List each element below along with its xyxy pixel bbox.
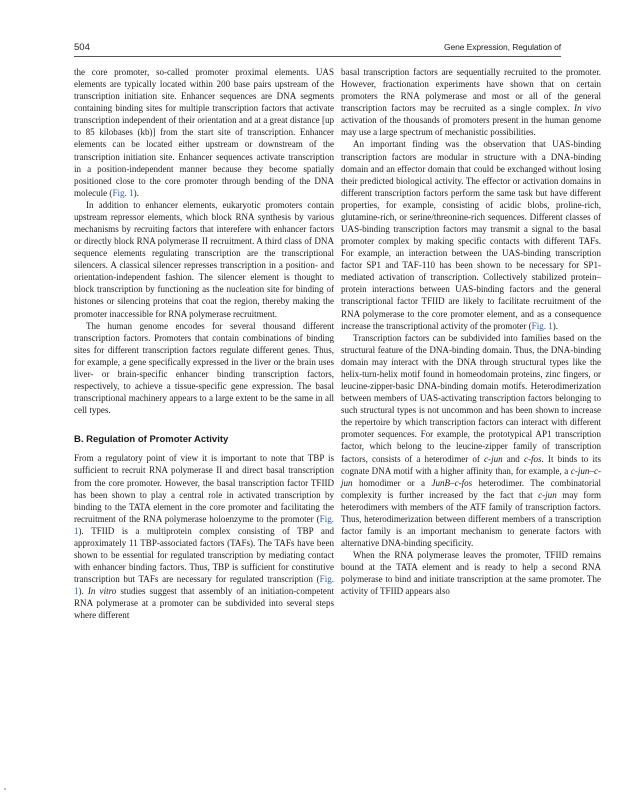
italic-text: c-fos xyxy=(523,453,542,464)
header-rule xyxy=(74,56,561,57)
paragraph xyxy=(74,452,334,621)
text-run: ). xyxy=(78,586,88,597)
text-run: ). TFIID is a multiprotein complex consisting of TBP and approximately 11 TBP-associated factors (TAFs). The TAFs have been shown to be essential for regulated transcription by mediating contact with enhancer binding factors. Thus, TBP is sufficient for constitutive transcription but TAFs are necessary for regulated transcription ( xyxy=(74,525,334,585)
text-run: ). xyxy=(552,320,559,331)
figure-link[interactable]: Fig. 1 xyxy=(74,513,334,536)
paragraph xyxy=(74,66,334,199)
paragraph xyxy=(341,138,601,331)
figure-link[interactable]: Fig. 1 xyxy=(112,187,134,198)
text-run: When the RNA polymerase leaves the promoter, TFIID remains bound at the TATA element and is ready to help a second RNA polymerase to bind and initiate transcription at the same promoter. The activity of TFIID appears also xyxy=(341,550,601,597)
paragraph xyxy=(341,549,601,597)
italic-text: c-jun xyxy=(538,489,557,500)
text-run: An important finding was the observation that UAS-binding transcription factors are modular in structure with a DNA-binding domain and an effector domain that could be exchanged without losing their predicted biological activity. The effector or activation domains in different transcription factors perform the same task but have different properties, for example, consisting of acidic blobs, proline-rich, glutamine-rich, or serine/threonine-rich sequences. Different classes of UAS-binding transcription factors may transmit a signal to the basal promoter complex by making specific contacts with different TAFs. For example, an interaction between the UAS-binding transcription factor SP1 and TAF-110 has been shown to be necessary for SP1-mediated activation of transcription. Collectively stabilized protein–protein interactions between UAS-binding factors and the general transcriptional factor TFIID are likely to facilitate recruitment of the RNA polymerase to the core promoter element, and as a consequence increase the transcriptional activity of the promoter ( xyxy=(341,139,601,331)
figure-link[interactable]: Fig. 1 xyxy=(531,320,553,331)
text-run: In addition to enhancer elements, eukaryotic promoters contain upstream repressor elements, which block RNA synthesis by various mechanisms by recruiting factors that interefere with enhancer factors or directly block RNA polymerase II recruitment. A third class of DNA sequence elements regulating transcription are the transcriptional silencers. A classical silencer represses transcription in a position- and orientation-independent fashion. The silencer element is thought to block transcription by functioning as the nucleation site for binding of histones or silencing proteins that coat the region, thereby making the promoter inaccessible for RNA polymerase recruitment. xyxy=(74,199,334,319)
text-run: and xyxy=(502,453,524,464)
paragraph xyxy=(74,320,334,417)
italic-text: In vitro xyxy=(87,586,117,597)
text-run: studies suggest that assembly of an initiation-competent RNA polymerase at a promoter can be subdivided into several steps where different xyxy=(74,586,334,621)
text-run: From a regulatory point of view it is important to note that TBP is sufficient to recruit RNA polymerase II and direct basal transcription from the core promoter. However, the basal transcription factor TFIID has been shown to play a central role in activated transcription by binding to the TATA element in the core promoter and facilitating the recruitment of the RNA polymerase holoenzyme to the promoter ( xyxy=(74,453,334,524)
text-run: homodimer or a xyxy=(352,477,432,488)
italic-text: c-jun–c-jun xyxy=(341,465,601,488)
paragraph xyxy=(74,199,334,320)
running-head: Gene Expression, Regulation of xyxy=(443,42,561,52)
left-column xyxy=(74,66,334,621)
text-run: the core promoter, so-called promoter proximal elements. UAS elements are typically located within 200 base pairs upstream of the transcription initiation site. Enhancer sequences are DNA segments containing binding sites for multiple transcription factors that activate transcription independent of their orientation and at a great distance [up to 85 kilobases (kb)] from the start site of transcription. Enhancer elements can be located either upstream or downstream of the transcription initiation site. Enhancer sequences activate transcription in a position-independent manner because they become spatially positioned close to the core promoter through bending of the DNA molecule ( xyxy=(74,67,334,198)
text-run: activation of the thousands of promoters present in the human genome may use a large spectrum of mechanistic possibilities. xyxy=(341,115,601,138)
paragraph xyxy=(341,66,601,138)
italic-text: c-jun xyxy=(484,453,503,464)
paragraph xyxy=(341,332,601,549)
text-run: Transcription factors can be subdivided into families based on the structural feature of the DNA-binding domain. Thus, the DNA-binding domain may interact with the DNA through structural types like the helix-turn-helix motif found in homeodomain proteins, zinc fingers, or leucine-zipper-basic DNA-binding domain motifs. Heterodimerization between members of UAS-activating transcription factors belonging to such structural types is not uncommon and has been shown to increase the repertoire by which transcription factors can interact with different promoter sequences. For example, the prototypical AP1 transcription factor, which belong to the leucine-zipper family of transcription factors, consists of a heterodimer of xyxy=(341,332,601,464)
page-header xyxy=(74,42,561,54)
text-run: The human genome encodes for several thousand different transcription factors. Promoters that contain combinations of binding sites for different transcription factors regulate different genes. Thus, for example, a gene specifically expressed in the liver or the brain uses liver- or brain-specific enhancer binding transcription factors, respectively, to achieve a tissue-specific gene expression. The basal transcriptional machinery appears to a large extent to be the same in all cell types. xyxy=(74,320,334,416)
text-run: . It binds to its cognate DNA motif with a higher affinity than, for example, a xyxy=(341,453,601,476)
right-column xyxy=(341,66,601,597)
scan-mark xyxy=(4,788,6,790)
page-number: 504 xyxy=(74,42,90,53)
text-run: heterodimer. The combinatorial complexity is further increased by the fact that xyxy=(341,477,601,500)
text-run: basal transcription factors are sequentially recruited to the promoter. However, fractionation experiments have shown that on certain promoters the RNA polymerase and most or all of the general transcription factors may be recruited as a single complex. xyxy=(341,67,601,114)
section-heading: B. Regulation of Promoter Activity xyxy=(74,434,229,446)
text-run: ). xyxy=(133,187,139,198)
text-run: may form heterodimers with members of the ATF family of transcription factors. Thus, heterodimerization between different members of a transcription factor family is an important mechanism to generate factors with alternative DNA-binding specificity. xyxy=(341,489,601,549)
figure-link[interactable]: Fig. 1 xyxy=(74,574,334,597)
italic-text: In vivo xyxy=(573,103,601,114)
italic-text: JunB–c-fos xyxy=(431,477,473,488)
